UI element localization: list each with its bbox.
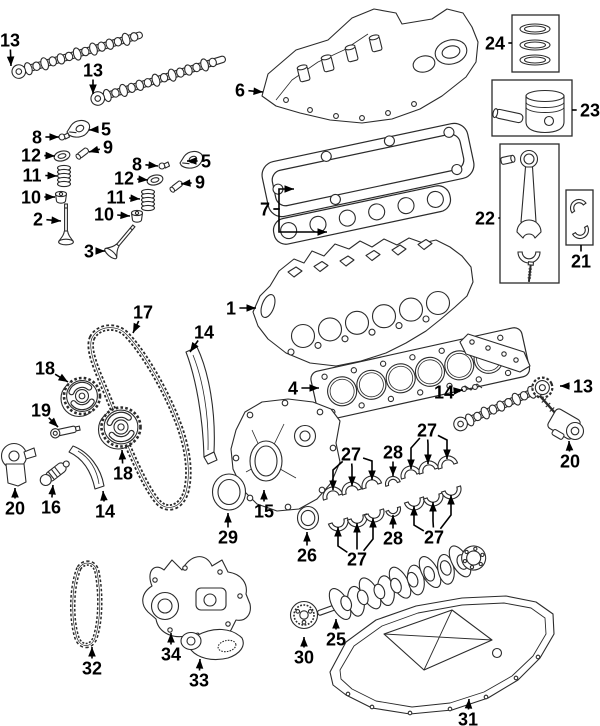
connecting-rod: [500, 144, 559, 283]
chain-tensioner: [38, 458, 72, 488]
callout-28: [383, 515, 403, 548]
callout-number: 23: [579, 100, 600, 121]
chain-guide-rail-upper: [186, 347, 217, 464]
callout-number: 7: [259, 199, 271, 220]
callout-32: [82, 647, 102, 678]
callout-12: [114, 168, 148, 188]
callout-number: 1: [225, 298, 237, 319]
callout-33: [189, 659, 209, 690]
callout-27: [410, 495, 455, 547]
vanos-actuator-right: [538, 394, 584, 444]
crankshaft-seal: [213, 474, 246, 510]
callout-number: 32: [81, 658, 103, 679]
callout-number: 33: [188, 670, 210, 691]
callout-number: 16: [40, 497, 62, 518]
callout-1: [226, 298, 256, 318]
piston: [492, 80, 572, 136]
callout-9: [89, 137, 113, 157]
callout-29: [218, 513, 238, 547]
callout-number: 27: [346, 549, 368, 570]
callout-34: [161, 633, 181, 664]
callout-number: 34: [160, 644, 182, 665]
callout-20: [5, 488, 25, 518]
callout-number: 26: [296, 545, 318, 566]
callout-13: [0, 30, 20, 66]
callout-number: 31: [457, 709, 479, 726]
callout-number: 14: [193, 322, 215, 343]
vanos-solenoid-left: [2, 444, 37, 487]
callout-3: [84, 241, 105, 261]
callout-number: 17: [132, 302, 154, 323]
camshaft-sprocket-lower: [99, 408, 141, 450]
callout-number: 5: [200, 151, 212, 172]
callout-number: 20: [559, 451, 581, 472]
tensioner-bolt: [50, 424, 81, 439]
callout-number: 8: [131, 154, 143, 175]
callout-number: 25: [325, 629, 347, 650]
rod-bearing-set: [566, 190, 593, 245]
exhaust-valve: [103, 221, 139, 260]
oil-pan: [330, 596, 554, 715]
piston-ring-set: [512, 15, 559, 72]
callout-10: [21, 187, 55, 207]
callout-number: 24: [484, 33, 506, 54]
callout-number: 8: [31, 127, 43, 148]
callout-number: 5: [100, 119, 112, 140]
callout-30: [294, 637, 314, 667]
callout-14: [190, 322, 214, 352]
callout-28: [383, 442, 403, 476]
valve-cover: [262, 9, 478, 123]
camshaft-sprocket-upper: [61, 378, 100, 417]
callout-number: 12: [113, 168, 135, 189]
valve-cover-gasket-set: [259, 120, 476, 247]
callout-number: 13: [82, 60, 104, 81]
callout-19: [31, 400, 58, 427]
callout-number: 30: [293, 647, 315, 668]
callout-8: [32, 127, 59, 147]
callout-number: 9: [194, 172, 206, 193]
callout-number: 18: [34, 358, 56, 379]
callout-number: 4: [287, 378, 299, 399]
callout-22: [475, 208, 500, 228]
callout-9: [181, 172, 205, 192]
callout-23: [572, 100, 600, 120]
callout-number: 22: [474, 208, 496, 229]
callout-number: 11: [106, 187, 126, 208]
callout-11: [22, 165, 57, 185]
seal-ring: [298, 507, 319, 530]
callout-number: 3: [83, 241, 95, 262]
callout-6: [235, 80, 263, 100]
crankshaft-pulley: [291, 602, 318, 629]
callout-number: 18: [112, 463, 134, 484]
intake-valve: [59, 204, 74, 245]
callout-number: 6: [234, 80, 246, 101]
callout-number: 10: [20, 187, 42, 208]
callout-number: 21: [570, 251, 592, 272]
callout-number: 12: [20, 145, 42, 166]
callout-16: [41, 485, 61, 517]
callout-number: 27: [423, 527, 445, 548]
callout-17: [133, 302, 153, 333]
camshaft-intake-2: [89, 52, 227, 107]
chain-guide-rail-lower: [69, 446, 104, 489]
callout-number: 15: [253, 501, 275, 522]
callout-number: 27: [340, 444, 362, 465]
oil-pump: [143, 557, 251, 639]
callout-8: [132, 154, 158, 174]
callout-number: 13: [572, 376, 594, 397]
oil-pickup-tube: [181, 629, 243, 659]
callout-number: 28: [382, 528, 404, 549]
callout-number: 14: [94, 501, 116, 522]
callout-26: [297, 532, 317, 565]
callout-number: 14: [433, 382, 455, 403]
callout-number: 13: [0, 30, 21, 51]
callout-13: [83, 60, 103, 94]
callout-2: [33, 209, 61, 229]
callout-24: [485, 33, 512, 53]
callout-number: 19: [30, 400, 52, 421]
oil-pump-chain: [73, 563, 100, 645]
callout-13: [560, 376, 593, 396]
callout-5: [89, 119, 111, 139]
callout-20: [560, 441, 580, 471]
camshaft-intake: [10, 28, 144, 80]
callout-number: 9: [102, 137, 114, 158]
callout-number: 11: [22, 165, 42, 186]
callout-21: [571, 245, 591, 271]
callout-number: 20: [4, 498, 26, 519]
callout-number: 10: [93, 204, 115, 225]
callout-number: 27: [416, 420, 438, 441]
callout-14: [95, 491, 115, 521]
callout-number: 2: [32, 209, 44, 230]
callout-12: [21, 145, 55, 165]
valve-train-left: [53, 117, 93, 245]
callout-number: 28: [382, 442, 404, 463]
callout-number: 29: [217, 527, 239, 548]
callout-25: [326, 619, 346, 649]
callout-18: [35, 358, 68, 382]
